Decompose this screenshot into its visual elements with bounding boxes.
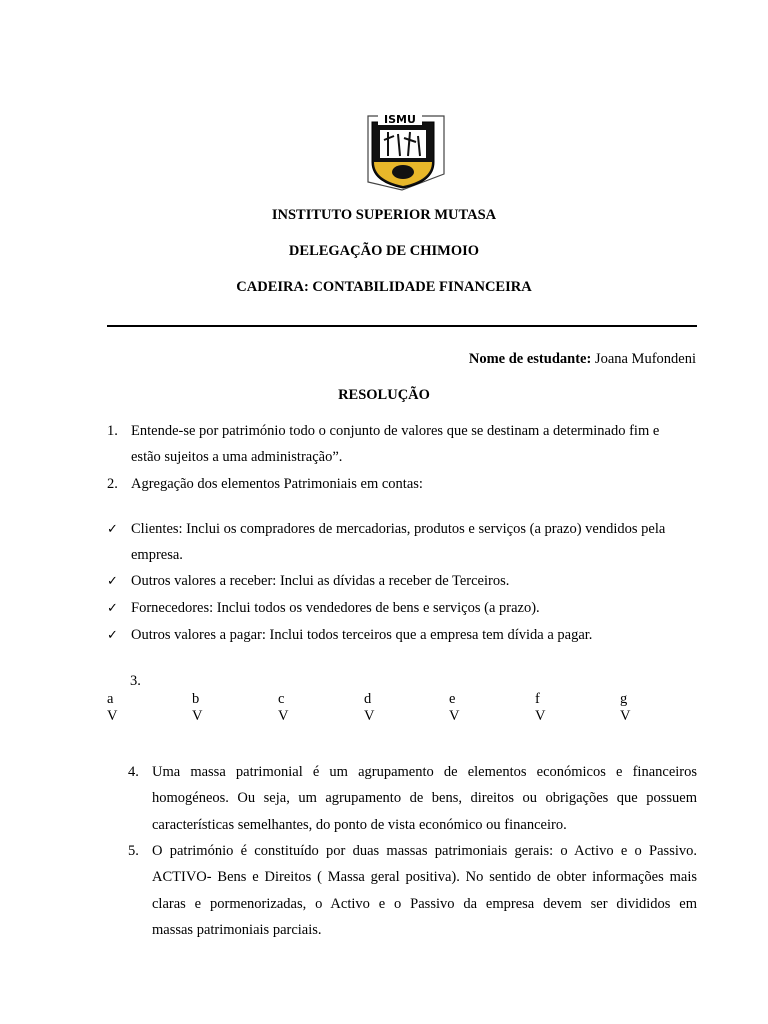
answer-letter: a — [107, 691, 114, 707]
checklist-item-payables: Outros valores a pagar: Inclui todos terceiros que a empresa tem dívida a pagar. — [131, 627, 593, 643]
student-line — [469, 351, 696, 368]
answer-letter: c — [278, 691, 285, 707]
item1-number: 1. — [107, 423, 118, 439]
item5-line1: O património é constituído por duas massas patrimoniais gerais: o Activo e o Passivo. — [152, 843, 697, 859]
item5-line4: massas patrimoniais parciais. — [152, 922, 322, 938]
ismu-logo — [358, 112, 448, 192]
answer-value: V — [192, 708, 203, 724]
check-icon: ✓ — [107, 522, 118, 537]
header-divider — [107, 325, 697, 327]
item2-number: 2. — [107, 476, 118, 492]
check-icon: ✓ — [107, 601, 118, 616]
answer-letter: g — [620, 691, 628, 707]
checklist-item-clients-line1: Clientes: Inclui os compradores de mercadorias, produtos e serviços (a prazo) vendidos pela — [131, 521, 666, 537]
check-icon: ✓ — [107, 574, 118, 589]
answer-letter: e — [449, 691, 456, 707]
section-title: RESOLUÇÃO — [338, 387, 430, 403]
item4-line1: Uma massa patrimonial é um agrupamento de elementos económicos e financeiros — [152, 764, 697, 780]
answer-value: V — [278, 708, 289, 724]
answer-value: V — [364, 708, 375, 724]
answer-value: V — [535, 708, 546, 724]
answer-letter: b — [192, 691, 200, 707]
item1-line1: Entende-se por património todo o conjunto de valores que se destinam a determinado fim e — [131, 423, 660, 439]
delegation-title: DELEGAÇÃO DE CHIMOIO — [288, 243, 480, 259]
student-name: Joana Mufondeni — [594, 351, 696, 367]
answer-value: V — [620, 708, 631, 724]
checklist-item-clients-line2: empresa. — [131, 547, 183, 563]
item4-number: 4. — [128, 764, 139, 780]
course-title: CADEIRA: CONTABILIDADE FINANCEIRA — [236, 279, 532, 295]
student-label: Nome de estudante: — [468, 351, 592, 367]
answer-letter: f — [535, 691, 540, 707]
item5-number: 5. — [128, 843, 139, 859]
checklist-item-receivables: Outros valores a receber: Inclui as dívidas a receber de Terceiros. — [131, 573, 510, 589]
answer-value: V — [107, 708, 118, 724]
checklist-item-suppliers: Fornecedores: Inclui todos os vendedores de bens e serviços (a prazo). — [131, 600, 540, 616]
answer-letter: d — [364, 691, 372, 707]
institution-title: INSTITUTO SUPERIOR MUTASA — [271, 207, 497, 223]
item1-line2: estão sujeitos a uma administração”. — [131, 449, 343, 465]
item5-line3: claras e pormenorizadas, o Activo e o Passivo da empresa devem ser divididos em — [152, 896, 697, 912]
item4-line3: características semelhantes, do ponto de vista económico ou financeiro. — [152, 817, 567, 833]
item5-line2: ACTIVO- Bens e Direitos ( Massa geral positiva). No sentido de obter informações mais — [152, 869, 697, 885]
item4-line2: homogéneos. Ou seja, um agrupamento de bens, direitos ou obrigações que possuem — [152, 790, 697, 806]
item2-text: Agregação dos elementos Patrimoniais em contas: — [131, 476, 423, 492]
item3-number: 3. — [130, 673, 141, 689]
answer-value: V — [449, 708, 460, 724]
logo-text: ISMU — [384, 113, 416, 126]
check-icon: ✓ — [107, 628, 118, 643]
